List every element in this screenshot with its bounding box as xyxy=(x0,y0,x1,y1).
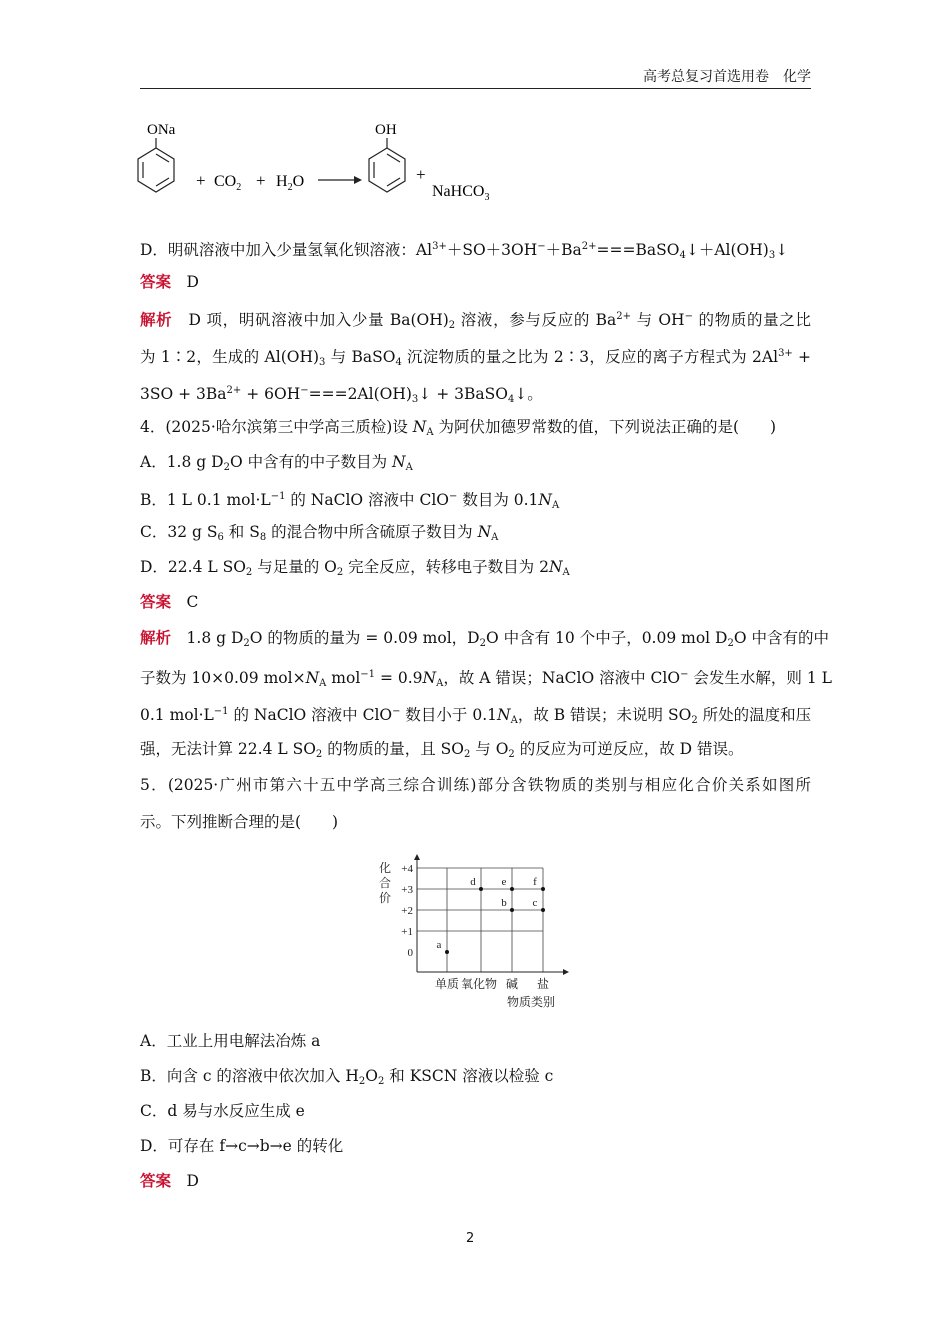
q3-analysis-line3: $3SO + 3Ba^{2+}$ + $6OH^-===2Al(OH)_3↓$ + 3BaSO$_4$↓。 xyxy=(140,385,543,405)
h2o-text: $H_2O$ xyxy=(276,173,305,193)
y-tick-label: +4 xyxy=(401,863,413,875)
q4-analysis-line4: 强，无法计算 22.4 L $SO_2$ 的物质的量，且 $SO_2$ 与 $O_2$ 的反应为可逆反应，故 D 错误。 xyxy=(140,740,744,760)
q3-option-d: D．明矾溶液中加入少量氢氧化钡溶液：$Al^{3+}+SO+3OH^-+Ba^{2+}===BaSO_4↓+Al(OH)_3↓$ xyxy=(140,241,789,261)
x-axis-label: 物质类别 xyxy=(506,995,556,1009)
reaction-arrow xyxy=(318,176,362,184)
data-point-f xyxy=(541,887,545,891)
phenoxide-equation xyxy=(130,112,530,212)
q3-answer: 答案 D xyxy=(140,273,199,291)
q4-analysis-line3: 0.1 $mol\cdot L^{-1}$ 的 NaClO 溶液中 ClO− 数目小于 $0.1N_A$，故 B 错误；未说明 $SO_2$ 所处的温度和压 xyxy=(140,706,812,726)
q3-analysis-line1: 解析 D 项，明矾溶液中加入少量 $Ba(OH)_2$ 溶液，参与反应的 $Ba^{2+}$ 与 OH− 的物质的量之比 xyxy=(140,311,811,331)
y-tick-label: 0 xyxy=(407,947,413,959)
co2-text: $CO_2$ xyxy=(214,173,242,193)
page-number: 2 xyxy=(466,1231,475,1246)
plus-2: + xyxy=(256,171,266,190)
y-tick-label: +2 xyxy=(401,905,413,917)
data-label-e: e xyxy=(501,876,507,888)
y-axis-label-char: 价 xyxy=(379,891,392,905)
reactant-group: ONa xyxy=(147,122,176,138)
q4-answer: 答案 C xyxy=(140,593,199,611)
q5-option-a: A．工业上用电解法冶炼 a xyxy=(140,1032,321,1050)
header-title: 高考总复习首选用卷 化学 xyxy=(643,69,811,85)
product-group: OH xyxy=(375,122,397,138)
q4-analysis-line2: 子数为 10×0.09 $mol\times N_A$ $mol^{-1} = 0.9N_A$，故 A 错误；NaClO 溶液中 ClO− 会发生水解，则 1 L xyxy=(140,669,832,689)
q5-option-d: D．可存在 f→c→b→e 的转化 xyxy=(140,1137,344,1155)
q5-answer: 答案 D xyxy=(140,1172,199,1190)
x-tick-label: 氧化物 xyxy=(460,977,498,991)
data-point-b xyxy=(510,908,514,912)
plus-3: + xyxy=(416,165,426,184)
x-tick-label: 单质 xyxy=(434,977,460,991)
y-tick-label: +3 xyxy=(401,884,413,896)
q4-option-c: C．32 g $S_6$ 和 $S_8$ 的混合物中所含硫原子数目为 $N_A$ xyxy=(140,523,499,543)
q5-stem-line1: 5．(2025·广州市第六十五中学高三综合训练)部分含铁物质的类别与相应化合价关系如图所 xyxy=(140,776,811,794)
data-point-e xyxy=(510,887,514,891)
x-tick-label: 碱 xyxy=(505,977,519,991)
benzene-ring-reactant xyxy=(138,138,174,192)
chart-points xyxy=(445,887,545,954)
analysis-label: 解析 xyxy=(140,629,172,647)
x-tick-label: 盐 xyxy=(536,977,550,991)
answer-label: 答案 xyxy=(140,1172,172,1190)
q4-option-a: A．1.8 g $D_2O$ 中含有的中子数目为 $N_A$ xyxy=(140,453,413,473)
chart-grid xyxy=(417,868,543,972)
y-tick-label: +1 xyxy=(401,926,413,938)
q4-option-d: D．22.4 L $SO_2$ 与足量的 $O_2$ 完全反应，转移电子数目为 $2N_A$ xyxy=(140,558,570,578)
plus-1: + xyxy=(196,171,206,190)
data-label-b: b xyxy=(501,897,507,909)
analysis-label: 解析 xyxy=(140,311,173,329)
answer-label: 答案 xyxy=(140,273,172,291)
chart-labels xyxy=(437,876,538,951)
chart-ticks xyxy=(379,861,555,1009)
q5-option-c: C．d 易与水反应生成 e xyxy=(140,1102,305,1120)
data-point-d xyxy=(479,887,483,891)
iron-valence-chart xyxy=(375,852,575,1012)
y-axis-label-char: 合 xyxy=(379,876,392,890)
q5-stem-line2: 示。下列推断合理的是( ) xyxy=(140,813,339,831)
data-label-f: f xyxy=(533,876,537,888)
q3-analysis-line2: 为 1∶2，生成的 $Al(OH)_3$ 与 BaSO$_4$ 沉淀物质的量之比为 2∶3，反应的离子方程式为 $2Al^{3+}$ + xyxy=(140,348,811,368)
q4-analysis-line1: 解析 1.8 g $D_2O$ 的物质的量为 = 0.09 mol，$D_2O$ 中含有 10 个中子，0.09 mol $D_2O$ 中含有的中 xyxy=(140,629,829,649)
nahco3-text: NaHCO$_3$ xyxy=(432,183,490,203)
data-label-c: c xyxy=(532,897,538,909)
chart-axes xyxy=(414,854,569,975)
y-axis-arrow xyxy=(414,854,420,860)
page-header xyxy=(140,66,811,89)
q4-option-b: B．1 L 0.1 $mol\cdot L^{-1}$ 的 NaClO 溶液中 ClO− 数目为 $0.1N_A$ xyxy=(140,491,560,511)
q4-stem: 4．(2025·哈尔滨第三中学高三质检)设 $N_A$ 为阿伏加德罗常数的值，下列说法正确的是( ) xyxy=(140,418,777,438)
data-label-d: d xyxy=(470,876,476,888)
answer-label: 答案 xyxy=(140,593,172,611)
y-axis-label-char: 化 xyxy=(379,861,392,875)
data-point-c xyxy=(541,908,545,912)
x-axis-arrow xyxy=(563,969,569,975)
data-point-a xyxy=(445,950,449,954)
data-label-a: a xyxy=(436,939,442,951)
benzene-ring-product xyxy=(369,138,405,192)
q5-option-b: B．向含 c 的溶液中依次加入 $H_2O_2$ 和 KSCN 溶液以检验 c xyxy=(140,1067,554,1087)
